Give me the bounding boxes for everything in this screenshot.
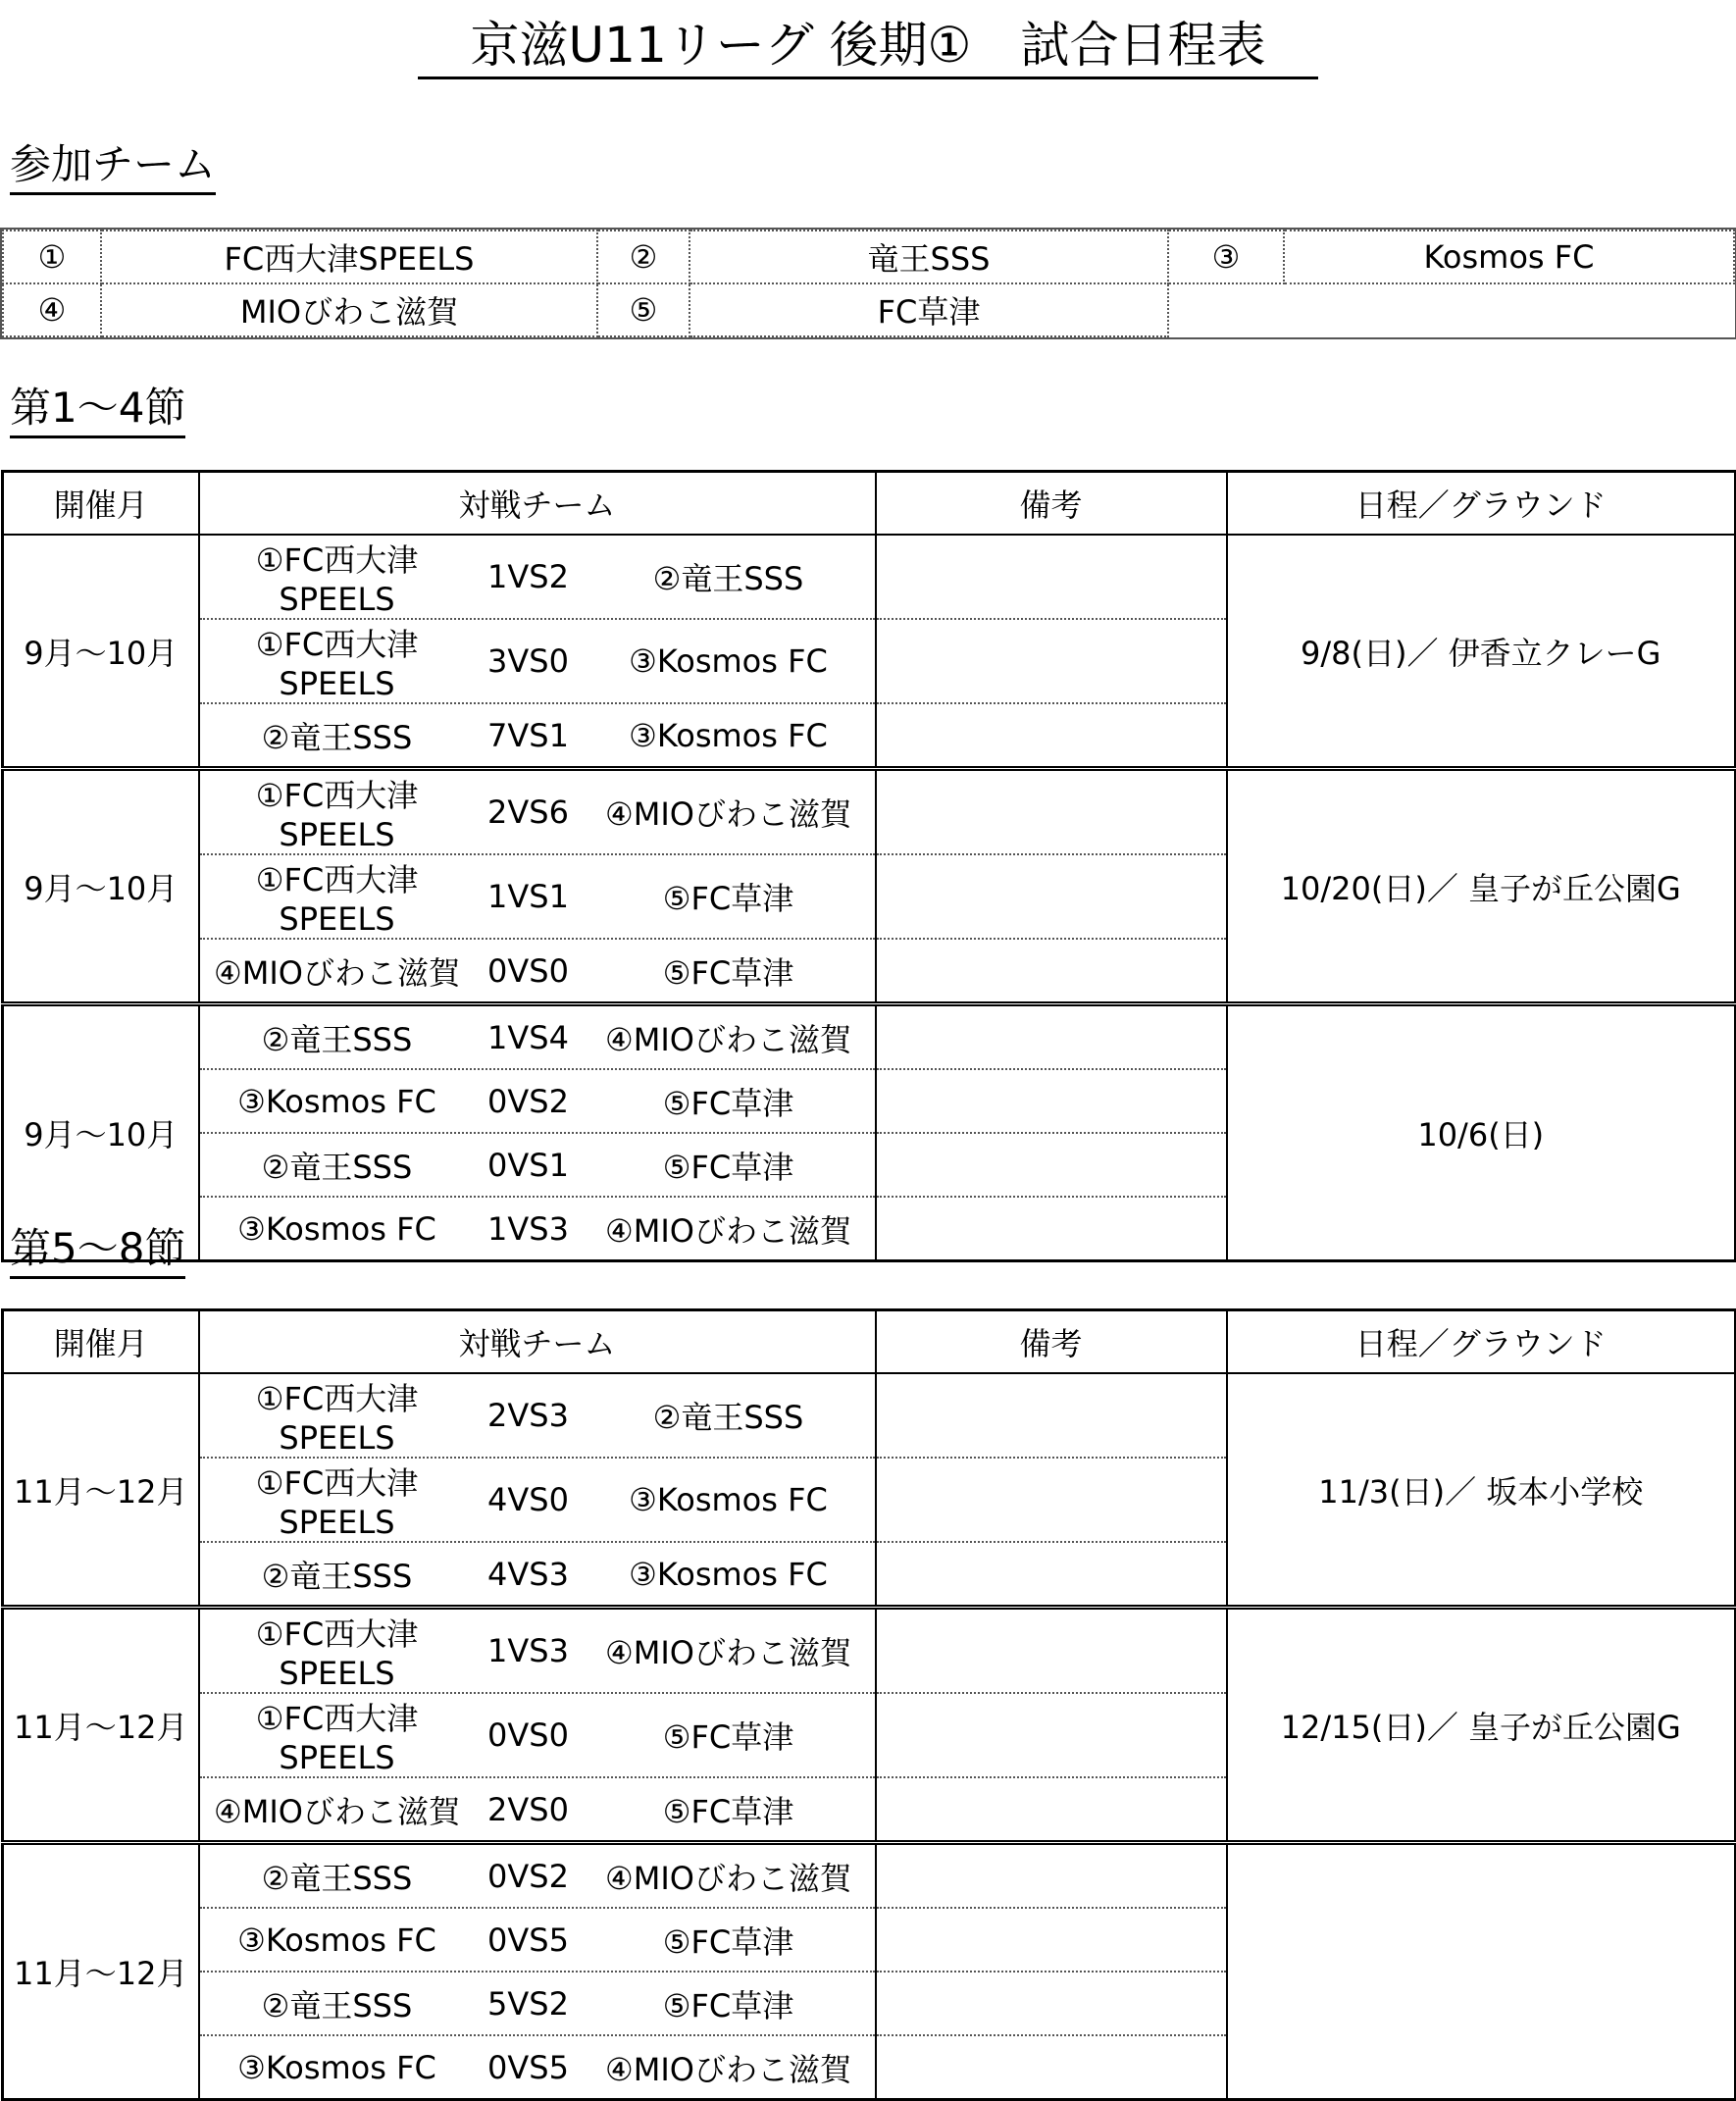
header-match: 対戦チーム xyxy=(199,472,876,536)
remarks-cell xyxy=(876,1069,1227,1133)
remarks-cell xyxy=(876,1843,1227,1909)
header-month: 開催月 xyxy=(3,1310,199,1374)
away-team: ③Kosmos FC xyxy=(629,1481,828,1518)
home-team: ②竜王SSS xyxy=(261,1986,413,2024)
away-team: ⑤FC草津 xyxy=(662,953,794,992)
match-score: 1VS3 xyxy=(487,1209,569,1248)
match-cell xyxy=(199,1608,876,1694)
match-cell xyxy=(199,1197,876,1261)
table-row xyxy=(3,769,1736,855)
empty-cell xyxy=(1284,283,1734,336)
remarks-cell xyxy=(876,619,1227,703)
venue-cell: 10/6(日) xyxy=(1227,1004,1736,1261)
month-cell: 11月～12月 xyxy=(3,1608,199,1843)
match-score: 1VS4 xyxy=(487,1018,569,1056)
match-score: 0VS0 xyxy=(487,1717,569,1754)
match-group xyxy=(3,1004,1736,1261)
match-line xyxy=(200,1374,875,1457)
match-cell xyxy=(199,2035,876,2100)
match-cell xyxy=(199,1069,876,1133)
match-line xyxy=(200,1973,875,2034)
away-team: ⑤FC草津 xyxy=(662,1792,794,1830)
away-team: ⑤FC草津 xyxy=(662,1718,794,1756)
away-team: ⑤FC草津 xyxy=(662,1986,794,2024)
remarks-cell xyxy=(876,1693,1227,1777)
remarks-cell xyxy=(876,1197,1227,1261)
remarks-cell xyxy=(876,1458,1227,1542)
home-team: ③Kosmos FC xyxy=(237,1082,436,1120)
away-team: ④MIOびわこ滋賀 xyxy=(605,1634,851,1671)
match-cell xyxy=(199,1777,876,1843)
teams-heading: 参加チーム xyxy=(10,137,216,195)
remarks-cell xyxy=(876,1608,1227,1694)
match-cell xyxy=(199,1458,876,1542)
match-line xyxy=(200,1909,875,1971)
match-group xyxy=(3,769,1736,1004)
match-cell xyxy=(199,1843,876,1909)
home-team: ②竜王SSS xyxy=(261,1020,413,1058)
match-score: 7VS1 xyxy=(487,716,569,754)
home-team: ①FC西大津SPEELS xyxy=(255,626,419,702)
match-line xyxy=(200,1778,875,1840)
section-heading: 第1～4節 xyxy=(10,381,185,438)
page-title xyxy=(0,14,1736,79)
match-cell xyxy=(199,769,876,855)
match-line xyxy=(200,1198,875,1259)
away-team: ⑤FC草津 xyxy=(662,1084,794,1122)
match-line xyxy=(200,704,875,766)
away-team: ④MIOびわこ滋賀 xyxy=(605,1020,851,1058)
header-remarks: 備考 xyxy=(876,472,1227,536)
home-team: ①FC西大津SPEELS xyxy=(255,1615,419,1692)
venue-cell: 12/15(日)／ 皇子が丘公園G xyxy=(1227,1608,1736,1843)
away-team: ④MIOびわこ滋賀 xyxy=(605,795,851,833)
header-venue: 日程／グラウンド xyxy=(1227,1310,1736,1374)
match-line xyxy=(200,855,875,938)
month-cell: 11月～12月 xyxy=(3,1373,199,1608)
match-score: 0VS1 xyxy=(487,1146,569,1184)
remarks-cell xyxy=(876,1373,1227,1458)
home-team: ①FC西大津SPEELS xyxy=(255,1464,419,1541)
match-group xyxy=(3,1373,1736,1608)
match-line xyxy=(200,2036,875,2098)
home-team: ④MIOびわこ滋賀 xyxy=(214,1792,460,1830)
table-row xyxy=(3,1843,1736,1909)
team-name: MIOびわこ滋賀 xyxy=(101,283,597,336)
away-team: ②竜王SSS xyxy=(652,1399,804,1436)
match-line xyxy=(200,940,875,1001)
schedule-table xyxy=(1,1308,1736,2101)
match-score: 5VS2 xyxy=(487,1984,569,2023)
away-team: ③Kosmos FC xyxy=(629,1555,828,1593)
match-line xyxy=(200,1459,875,1541)
teams-table xyxy=(2,230,1735,337)
match-cell xyxy=(199,1133,876,1197)
month-cell: 9月～10月 xyxy=(3,769,199,1004)
match-cell xyxy=(199,1004,876,1070)
match-cell xyxy=(199,535,876,619)
match-line xyxy=(200,1845,875,1907)
remarks-cell xyxy=(876,1777,1227,1843)
table-row xyxy=(3,1373,1736,1458)
match-line xyxy=(200,1694,875,1776)
away-team: ③Kosmos FC xyxy=(629,716,828,754)
venue-cell xyxy=(1227,1843,1736,2100)
home-team: ②竜王SSS xyxy=(261,1148,413,1186)
match-cell xyxy=(199,1373,876,1458)
remarks-cell xyxy=(876,769,1227,855)
header-month: 開催月 xyxy=(3,472,199,536)
match-score: 2VS6 xyxy=(487,794,569,831)
match-group xyxy=(3,535,1736,769)
home-team: ③Kosmos FC xyxy=(237,2048,436,2086)
header-remarks: 備考 xyxy=(876,1310,1227,1374)
match-cell xyxy=(199,619,876,703)
match-score: 2VS0 xyxy=(487,1790,569,1828)
away-team: ⑤FC草津 xyxy=(662,880,794,917)
table-row xyxy=(3,1004,1736,1070)
match-cell xyxy=(199,1972,876,2035)
home-team: ①FC西大津SPEELS xyxy=(255,1700,419,1776)
match-line xyxy=(200,1070,875,1132)
home-team: ③Kosmos FC xyxy=(237,1209,436,1248)
match-line xyxy=(200,1543,875,1605)
match-score: 0VS2 xyxy=(487,1082,569,1120)
team-num: ③ xyxy=(1168,231,1284,283)
team-name: FC草津 xyxy=(689,283,1168,336)
remarks-cell xyxy=(876,1908,1227,1972)
venue-cell: 10/20(日)／ 皇子が丘公園G xyxy=(1227,769,1736,1004)
match-cell xyxy=(199,854,876,939)
match-score: 4VS0 xyxy=(487,1481,569,1518)
away-team: ④MIOびわこ滋賀 xyxy=(605,2050,851,2088)
team-num: ② xyxy=(597,231,689,283)
match-score: 2VS3 xyxy=(487,1397,569,1434)
month-cell: 11月～12月 xyxy=(3,1843,199,2100)
match-line xyxy=(200,536,875,618)
match-score: 0VS2 xyxy=(487,1857,569,1895)
home-team: ②竜王SSS xyxy=(261,1557,413,1595)
match-line xyxy=(200,620,875,702)
away-team: ④MIOびわこ滋賀 xyxy=(605,1211,851,1250)
match-score: 1VS1 xyxy=(487,878,569,915)
venue-cell: 11/3(日)／ 坂本小学校 xyxy=(1318,1472,1644,1511)
remarks-cell xyxy=(876,1133,1227,1197)
match-line xyxy=(200,1134,875,1196)
table-row xyxy=(3,535,1736,619)
match-cell xyxy=(199,1908,876,1972)
away-team: ⑤FC草津 xyxy=(662,1148,794,1186)
schedule-table xyxy=(1,470,1736,1262)
remarks-cell xyxy=(876,1542,1227,1608)
home-team: ①FC西大津SPEELS xyxy=(255,541,419,618)
remarks-cell xyxy=(876,535,1227,619)
match-score: 1VS2 xyxy=(487,558,569,595)
month-cell: 9月～10月 xyxy=(3,535,199,769)
home-team: ①FC西大津SPEELS xyxy=(255,1380,419,1457)
match-score: 3VS0 xyxy=(487,642,569,680)
away-team: ③Kosmos FC xyxy=(629,642,828,680)
remarks-cell xyxy=(876,1004,1227,1070)
team-name: FC西大津SPEELS xyxy=(101,231,597,283)
match-group xyxy=(3,1608,1736,1843)
match-line xyxy=(200,1006,875,1068)
team-name: Kosmos FC xyxy=(1284,231,1734,283)
remarks-cell xyxy=(876,2035,1227,2100)
home-team: ④MIOびわこ滋賀 xyxy=(214,953,460,992)
home-team: ③Kosmos FC xyxy=(237,1921,436,1959)
match-score: 0VS0 xyxy=(487,951,569,990)
away-team: ④MIOびわこ滋賀 xyxy=(605,1859,851,1897)
month-cell: 9月～10月 xyxy=(3,1004,199,1261)
team-name: 竜王SSS xyxy=(689,231,1168,283)
away-team: ⑤FC草津 xyxy=(662,1922,794,1961)
match-score: 0VS5 xyxy=(487,2048,569,2086)
home-team: ②竜王SSS xyxy=(261,1859,413,1897)
match-cell xyxy=(199,1693,876,1777)
match-line xyxy=(200,771,875,853)
home-team: ①FC西大津SPEELS xyxy=(255,861,419,938)
match-cell xyxy=(199,1542,876,1608)
home-team: ①FC西大津SPEELS xyxy=(255,777,419,853)
remarks-cell xyxy=(876,1972,1227,2035)
team-num: ⑤ xyxy=(597,283,689,336)
away-team: ②竜王SSS xyxy=(652,560,804,597)
table-row xyxy=(3,1608,1736,1694)
match-group xyxy=(3,1843,1736,2100)
home-team: ②竜王SSS xyxy=(261,718,413,756)
page-title-text: 京滋U11リーグ 後期① 試合日程表 xyxy=(418,14,1319,79)
match-line xyxy=(200,1610,875,1692)
match-score: 4VS3 xyxy=(487,1555,569,1593)
match-cell xyxy=(199,703,876,769)
team-num: ④ xyxy=(3,283,101,336)
match-cell xyxy=(199,939,876,1004)
team-num: ① xyxy=(3,231,101,283)
empty-cell xyxy=(1168,283,1284,336)
section-heading: 第5～8節 xyxy=(10,1221,185,1279)
match-score: 0VS5 xyxy=(487,1921,569,1959)
header-venue: 日程／グラウンド xyxy=(1227,472,1736,536)
header-match: 対戦チーム xyxy=(199,1310,876,1374)
match-score: 1VS3 xyxy=(487,1632,569,1669)
remarks-cell xyxy=(876,939,1227,1004)
remarks-cell xyxy=(876,703,1227,769)
remarks-cell xyxy=(876,854,1227,939)
venue-cell: 9/8(日)／ 伊香立クレーG xyxy=(1301,634,1661,672)
